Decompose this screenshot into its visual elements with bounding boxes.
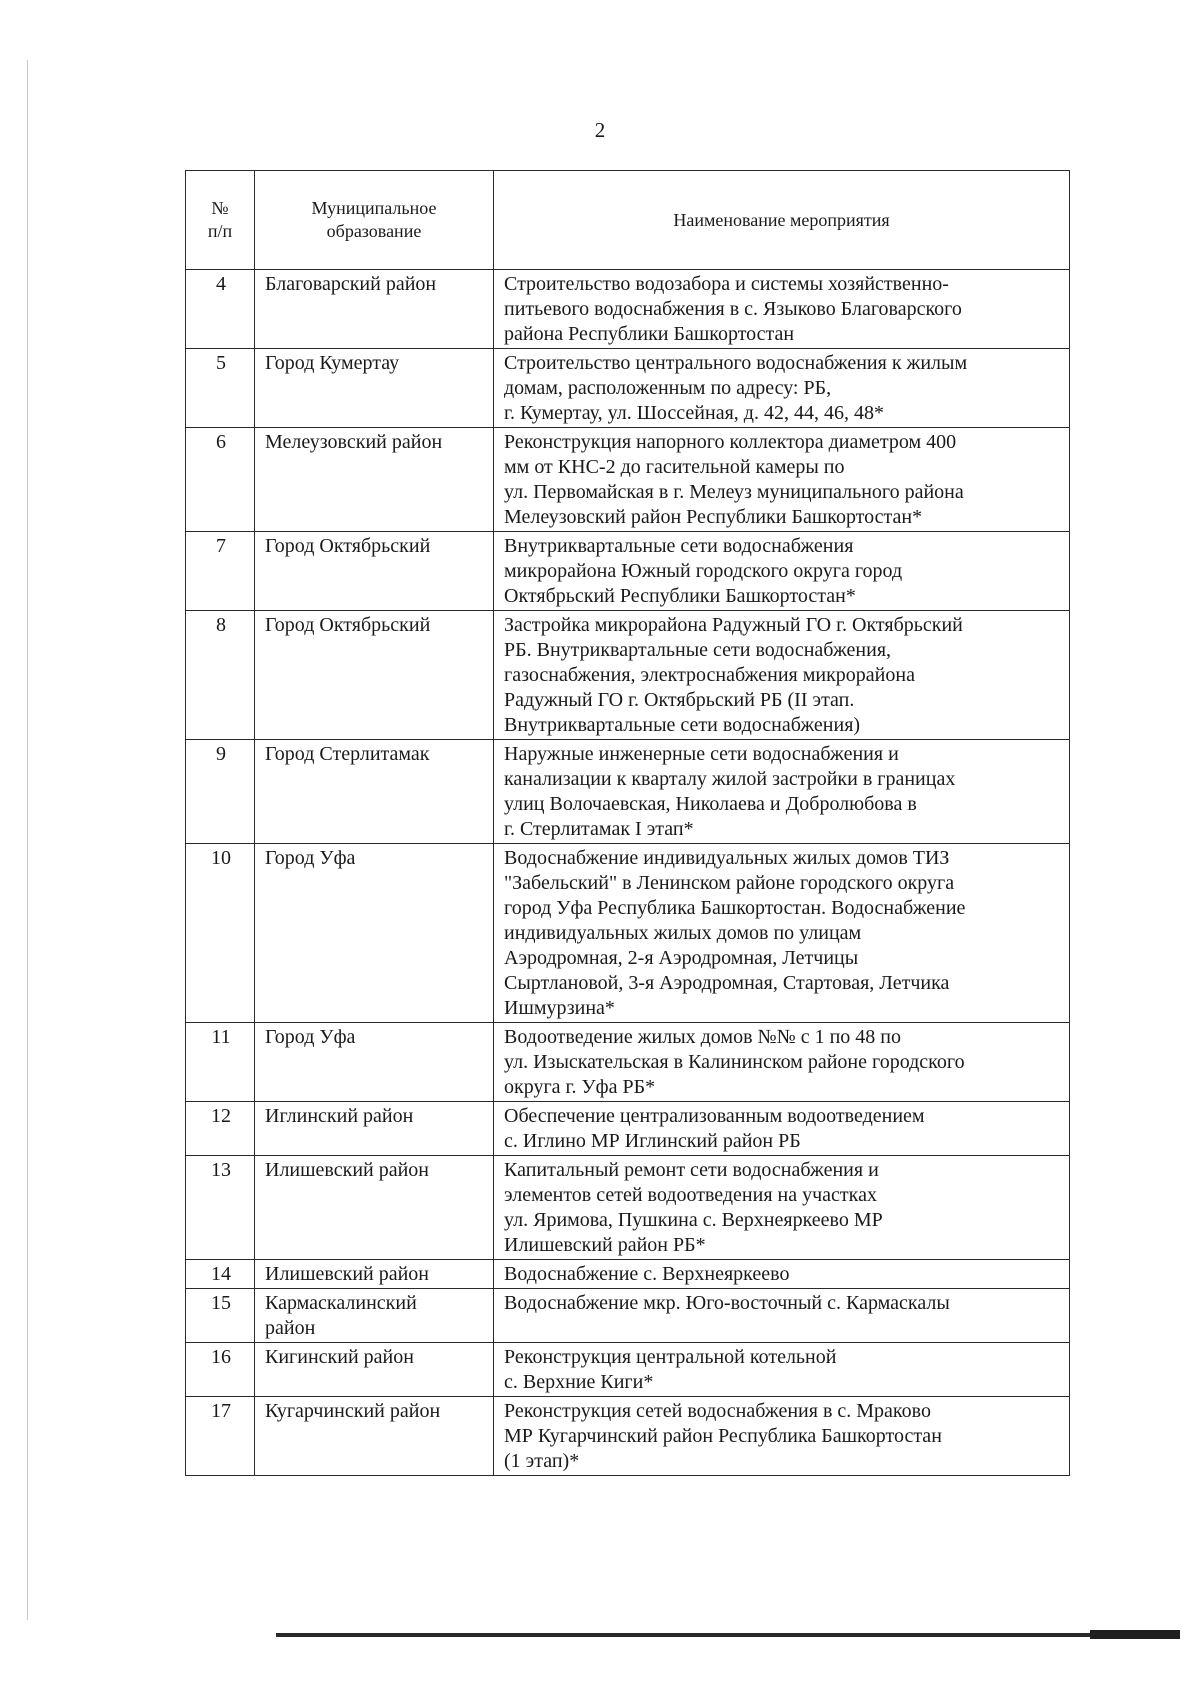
table-row [186, 1023, 1070, 1102]
row-number: 8 [186, 611, 255, 740]
row-measure: Водоснабжение индивидуальных жилых домов ТИЗ "Забельский" в Ленинском районе городского округа город Уфа Республика Башкортостан. Водоснабжение индивидуальных жилых домов по улицам Аэродромная, 2-я Аэродромная, Летчицы Сыртлановой, 3-я Аэродромная, Стартовая, Летчика Ишмурзина* [494, 844, 1070, 1023]
row-number: 16 [186, 1343, 255, 1397]
row-measure: Водоснабжение с. Верхнеяркеево [494, 1260, 1070, 1289]
row-measure: Реконструкция центральной котельной с. Верхние Киги* [494, 1343, 1070, 1397]
table-row [186, 428, 1070, 532]
row-number: 10 [186, 844, 255, 1023]
row-municipality: Илишевский район [255, 1260, 494, 1289]
table-row [186, 1260, 1070, 1289]
row-municipality: Иглинский район [255, 1102, 494, 1156]
row-measure: Реконструкция сетей водоснабжения в с. Мраково МР Кугарчинский район Республика Башкортостан (1 этап)* [494, 1397, 1070, 1476]
table-row [186, 270, 1070, 349]
row-measure: Строительство водозабора и системы хозяйственно- питьевого водоснабжения в с. Языково Благоварского района Республики Башкортостан [494, 270, 1070, 349]
header-measure: Наименование мероприятия [494, 171, 1070, 270]
table-row [186, 1343, 1070, 1397]
header-num: № п/п [186, 171, 255, 270]
row-number: 4 [186, 270, 255, 349]
row-measure: Застройка микрорайона Радужный ГО г. Октябрьский РБ. Внутриквартальные сети водоснабжения, газоснабжения, электроснабжения микрорайона Радужный ГО г. Октябрьский РБ (II этап. Внутриквартальные сети водоснабжения) [494, 611, 1070, 740]
row-number: 7 [186, 532, 255, 611]
row-number: 9 [186, 740, 255, 844]
row-municipality: Город Кумертау [255, 349, 494, 428]
row-measure: Капитальный ремонт сети водоснабжения и элементов сетей водоотведения на участках ул. Яримова, Пушкина с. Верхнеяркеево МР Илишевский район РБ* [494, 1156, 1070, 1260]
row-number: 15 [186, 1289, 255, 1343]
row-municipality: Город Уфа [255, 1023, 494, 1102]
table-body [186, 270, 1070, 1476]
row-municipality: Кигинский район [255, 1343, 494, 1397]
table-row [186, 1289, 1070, 1343]
row-municipality: Город Уфа [255, 844, 494, 1023]
row-municipality: Кармаскалинский район [255, 1289, 494, 1343]
table-row [186, 349, 1070, 428]
table-row [186, 740, 1070, 844]
row-measure: Обеспечение централизованным водоотведением с. Иглино МР Иглинский район РБ [494, 1102, 1070, 1156]
table-row [186, 1102, 1070, 1156]
row-number: 6 [186, 428, 255, 532]
table-row [186, 1156, 1070, 1260]
bottom-scan-rule-edge [1090, 1630, 1180, 1639]
table-row [186, 611, 1070, 740]
row-number: 11 [186, 1023, 255, 1102]
row-municipality: Мелеузовский район [255, 428, 494, 532]
row-measure: Реконструкция напорного коллектора диаметром 400 мм от КНС-2 до гасительной камеры по ул. Первомайская в г. Мелеуз муниципального района Мелеузовский район Республики Башкортостан* [494, 428, 1070, 532]
bottom-scan-rule [276, 1633, 1180, 1637]
row-number: 12 [186, 1102, 255, 1156]
table-header-row [186, 171, 1070, 270]
row-number: 17 [186, 1397, 255, 1476]
row-measure: Водоотведение жилых домов №№ с 1 по 48 по ул. Изыскательская в Калининском районе городского округа г. Уфа РБ* [494, 1023, 1070, 1102]
row-measure: Водоснабжение мкр. Юго-восточный с. Кармаскалы [494, 1289, 1070, 1343]
measures-table [185, 170, 1070, 1476]
row-municipality: Илишевский район [255, 1156, 494, 1260]
row-measure: Строительство центрального водоснабжения к жилым домам, расположенным по адресу: РБ, г. Кумертау, ул. Шоссейная, д. 42, 44, 46, 48* [494, 349, 1070, 428]
row-municipality: Город Октябрьский [255, 611, 494, 740]
table-row [186, 844, 1070, 1023]
row-measure: Внутриквартальные сети водоснабжения микрорайона Южный городского округа город Октябрьский Республики Башкортостан* [494, 532, 1070, 611]
row-number: 13 [186, 1156, 255, 1260]
row-municipality: Кугарчинский район [255, 1397, 494, 1476]
row-municipality: Город Октябрьский [255, 532, 494, 611]
row-municipality: Город Стерлитамак [255, 740, 494, 844]
page-number: 2 [594, 118, 606, 142]
table-row [186, 1397, 1070, 1476]
row-measure: Наружные инженерные сети водоснабжения и канализации к кварталу жилой застройки в границах улиц Волочаевская, Николаева и Добролюбова в г. Стерлитамак I этап* [494, 740, 1070, 844]
row-number: 5 [186, 349, 255, 428]
row-number: 14 [186, 1260, 255, 1289]
header-municipality: Муниципальное образование [255, 171, 494, 270]
row-municipality: Благоварский район [255, 270, 494, 349]
table-row [186, 532, 1070, 611]
scan-margin-line [27, 60, 28, 1620]
